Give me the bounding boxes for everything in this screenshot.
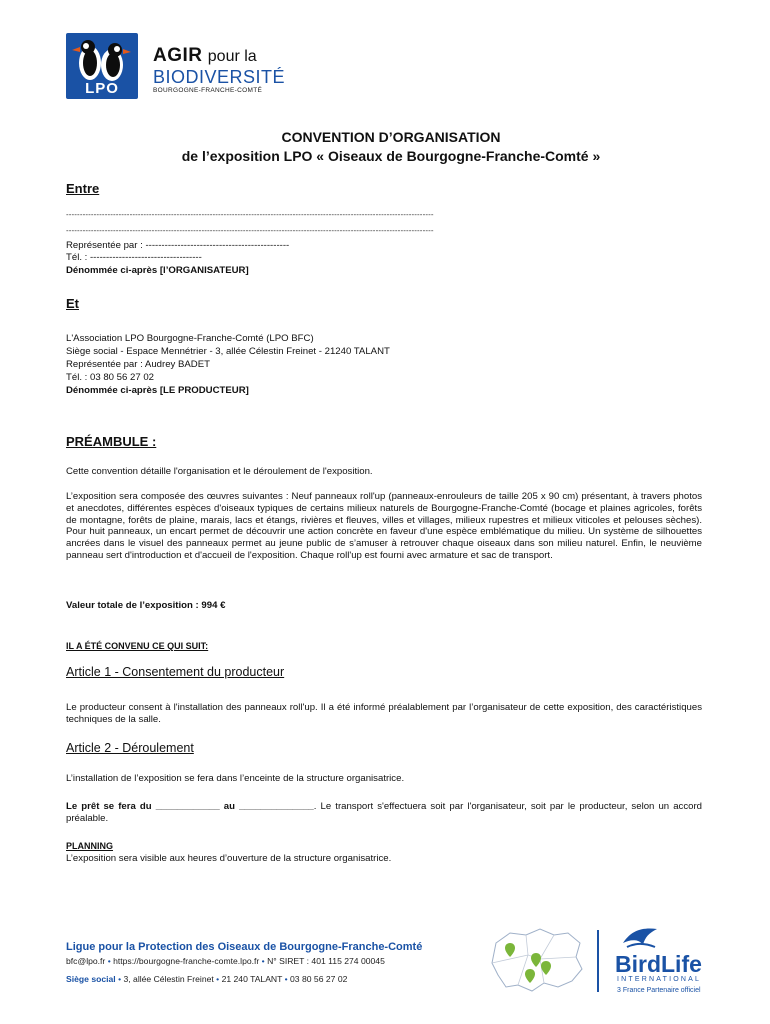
- agir-logo: [153, 46, 285, 95]
- article-2-pret: [66, 801, 702, 825]
- footer-sep-3: •: [118, 974, 122, 984]
- article-1-body: Le producteur consent à l'installation des panneaux roll'up. Il a été informé préalablement par l’organisateur de cette exposition, des caractéristiques techniques de la salle.: [66, 702, 702, 725]
- article-1-title: Article 1 - Consentement du producteur: [66, 665, 285, 679]
- lpo-logo-text: LPO: [85, 80, 119, 97]
- pret-dates: Le prêt se fera du ____________ au ______________: [66, 801, 314, 812]
- article-2-title: Article 2 - Déroulement: [66, 741, 194, 755]
- pret-transport: . Le transport s'effectuera soit par l'organisateur, soit par le producteur, selon un accord préalable.: [66, 801, 702, 824]
- agir-region: BOURGOGNE-FRANCHE-COMTÉ: [153, 87, 263, 94]
- footer-siret: N° SIRET : 401 115 274 00045: [267, 956, 385, 966]
- producteur-assoc: L'Association LPO Bourgogne-Franche-Comté (LPO BFC): [66, 333, 314, 344]
- entre-label: Entre: [66, 181, 100, 196]
- doc-title: CONVENTION D’ORGANISATION: [281, 129, 501, 145]
- producteur-tel: Tél. : 03 80 56 27 02: [66, 372, 155, 383]
- birdlife-name: BirdLife: [615, 951, 702, 977]
- preambule-heading: PRÉAMBULE :: [66, 434, 157, 449]
- producteur-denommee: Dénommée ci-après [LE PRODUCTEUR]: [66, 385, 249, 396]
- doc-subtitle: de l’exposition LPO « Oiseaux de Bourgogne-Franche-Comté »: [181, 148, 601, 164]
- footer-contact: [66, 956, 385, 966]
- birdlife-logo: [613, 925, 723, 1005]
- footer-divider: [597, 930, 599, 992]
- agir-bio: BIODIVERSITÉ: [153, 67, 286, 87]
- birdlife-bird-icon: [621, 925, 661, 951]
- exposition-valeur: Valeur totale de l’exposition : 994 €: [66, 600, 226, 611]
- footer-sep-5: •: [284, 974, 288, 984]
- preambule-intro: Cette convention détaille l'organisation et le déroulement de l'exposition.: [66, 466, 373, 477]
- agir-main: AGIR: [153, 45, 203, 66]
- footer-sep-4: •: [216, 974, 220, 984]
- birdlife-intl: INTERNATIONAL: [617, 976, 702, 983]
- footer-email[interactable]: bfc@lpo.fr: [66, 956, 106, 966]
- organisateur-denommee: Dénommée ci-après [l’ORGANISATEUR]: [66, 265, 249, 276]
- organisateur-address-line: -------------------------------------------------------------------------------------------------------------------------------------: [66, 226, 434, 235]
- footer-org-name: Ligue pour la Protection des Oiseaux de Bourgogne-Franche-Comté: [66, 941, 423, 953]
- planning-label: PLANNING: [66, 841, 113, 851]
- convenu-heading: IL A ÉTÉ CONVENU CE QUI SUIT:: [66, 641, 209, 651]
- organisateur-name-line: -------------------------------------------------------------------------------------------------------------------------------------: [66, 210, 434, 219]
- footer-website[interactable]: https://bourgogne-franche-comte.lpo.fr: [113, 956, 260, 966]
- region-map-icon: [488, 925, 588, 995]
- footer-sep-1: •: [107, 956, 111, 966]
- organisateur-tel: Tél. : -----------------------------------: [66, 252, 202, 263]
- footer-sep-2: •: [261, 956, 265, 966]
- footer-phone: 03 80 56 27 02: [290, 974, 348, 984]
- planning-body: L’exposition sera visible aux heures d’ouverture de la structure organisatrice.: [66, 853, 392, 864]
- footer-street: 3, allée Célestin Freinet: [123, 974, 214, 984]
- footer-siege-label: Siège social: [66, 974, 116, 984]
- et-label: Et: [66, 296, 79, 311]
- producteur-siege: Siège social - Espace Mennétrier - 3, allée Célestin Freinet - 21240 TALANT: [66, 346, 390, 357]
- producteur-representee: Représentée par : Audrey BADET: [66, 359, 210, 370]
- agir-pour: pour la: [207, 48, 257, 65]
- lpo-logo: [66, 33, 138, 99]
- birdlife-partner: 3 France Partenaire officiel: [617, 987, 701, 994]
- footer-city: 21 240 TALANT: [221, 974, 283, 984]
- organisateur-representee: Représentée par : ---------------------------------------------: [66, 240, 290, 251]
- article-2-body: L’installation de l’exposition se fera dans l’enceinte de la structure organisatrice.: [66, 773, 405, 784]
- preambule-body: L’exposition sera composée des œuvres suivantes : Neuf panneaux roll'up (panneaux-enrouleurs de taille 205 x 90 cm) présentant, à travers photos et anecdotes, différentes espèces d'oiseaux typiques de certains milieux naturels de Bourgogne-Franche-Comté (bocage et plaines agricoles, forêts de montagne, forêts de plaine, marais, lacs et étangs, rivières et fleuves, villes et villages, milieux rupestres et milieux viticoles et pelouses sèches). Pour huit panneaux, un encart permet de découvrir une action concrète en faveur d'une espèce emblématique du milieu. Un système de silhouettes ancrées dans le visuel des panneaux permet au jeune public de s’amuser à retrouver chaque oiseaux dans son milieu naturel. Enfin, le neuvième panneau sert d'introduction et d'accueil de l'exposition. Chaque roll'up est fourni avec armature et sac de transport.: [66, 491, 702, 561]
- footer-address: [66, 974, 347, 984]
